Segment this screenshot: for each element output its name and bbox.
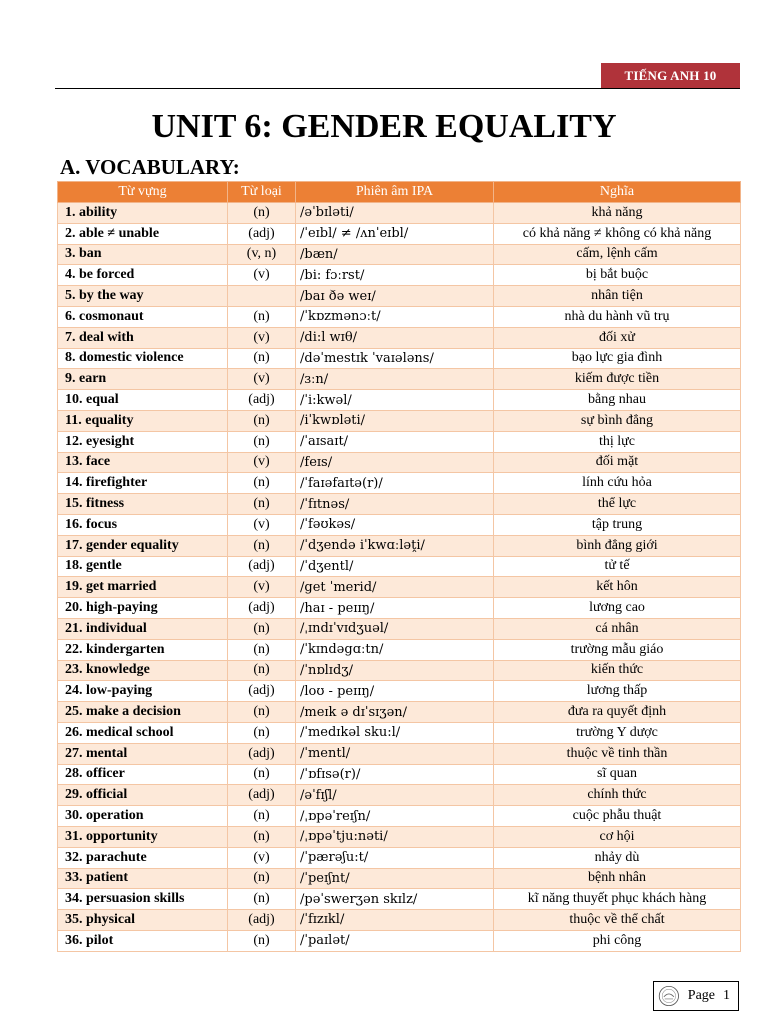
part-of-speech: (adj) <box>228 223 296 244</box>
vocabulary-table <box>57 181 741 952</box>
table-row <box>58 868 741 889</box>
vocab-word: 7. deal with <box>58 327 228 348</box>
ipa-transcription: /əˈbɪləti/ <box>296 203 494 224</box>
ipa-transcription: /ɜːn/ <box>296 369 494 390</box>
table-row <box>58 431 741 452</box>
table-row <box>58 577 741 598</box>
part-of-speech: (n) <box>228 494 296 515</box>
vocab-word: 27. mental <box>58 743 228 764</box>
meaning: cuộc phẫu thuật <box>494 806 741 827</box>
part-of-speech: (n) <box>228 473 296 494</box>
ipa-transcription: /ˈeɪbl/ ≠ /ʌnˈeɪbl/ <box>296 223 494 244</box>
vocab-word: 20. high-paying <box>58 598 228 619</box>
part-of-speech: (adj) <box>228 785 296 806</box>
part-of-speech: (adj) <box>228 598 296 619</box>
part-of-speech: (adj) <box>228 681 296 702</box>
vocab-word: 26. medical school <box>58 722 228 743</box>
table-row <box>58 722 741 743</box>
vocab-word: 6. cosmonaut <box>58 306 228 327</box>
part-of-speech: (v) <box>228 369 296 390</box>
vocab-word: 11. equality <box>58 410 228 431</box>
vocab-word: 4. be forced <box>58 265 228 286</box>
column-header-part-of-speech: Từ loại <box>228 182 296 203</box>
ipa-transcription: /ˌɪndɪˈvɪdʒuəl/ <box>296 618 494 639</box>
meaning: có khả năng ≠ không có khả năng <box>494 223 741 244</box>
meaning: cấm, lệnh cấm <box>494 244 741 265</box>
vocab-word: 33. patient <box>58 868 228 889</box>
ipa-transcription: /bæn/ <box>296 244 494 265</box>
part-of-speech <box>228 286 296 307</box>
column-header-ipa: Phiên âm IPA <box>296 182 494 203</box>
meaning: khả năng <box>494 203 741 224</box>
meaning: tập trung <box>494 514 741 535</box>
meaning: nhân tiện <box>494 286 741 307</box>
vocab-word: 2. able ≠ unable <box>58 223 228 244</box>
vocab-word: 29. official <box>58 785 228 806</box>
part-of-speech: (n) <box>228 660 296 681</box>
meaning: trường Y dược <box>494 722 741 743</box>
ipa-transcription: /feɪs/ <box>296 452 494 473</box>
vocab-word: 10. equal <box>58 390 228 411</box>
part-of-speech: (v, n) <box>228 244 296 265</box>
part-of-speech: (n) <box>228 889 296 910</box>
meaning: nhà du hành vũ trụ <box>494 306 741 327</box>
part-of-speech: (v) <box>228 265 296 286</box>
ipa-transcription: /ˈi:kwəl/ <box>296 390 494 411</box>
part-of-speech: (adj) <box>228 390 296 411</box>
ipa-transcription: /ˈkɒzmənɔːt/ <box>296 306 494 327</box>
meaning: thuộc về tinh thần <box>494 743 741 764</box>
table-row <box>58 556 741 577</box>
table-row <box>58 598 741 619</box>
table-row <box>58 930 741 951</box>
vocab-word: 14. firefighter <box>58 473 228 494</box>
meaning: phi công <box>494 930 741 951</box>
page-number: 1 <box>723 988 730 1003</box>
table-row <box>58 889 741 910</box>
subject-badge: TIẾNG ANH 10 <box>601 63 740 88</box>
table-row <box>58 203 741 224</box>
vocab-word: 12. eyesight <box>58 431 228 452</box>
table-row <box>58 306 741 327</box>
table-row <box>58 452 741 473</box>
table-row <box>58 223 741 244</box>
table-row <box>58 681 741 702</box>
ipa-transcription: /ˈfaɪəfaɪtə(r)/ <box>296 473 494 494</box>
vocab-word: 32. parachute <box>58 847 228 868</box>
table-row <box>58 910 741 931</box>
ipa-transcription: /ˈdʒendə iˈkwɑːləṱi/ <box>296 535 494 556</box>
meaning: bằng nhau <box>494 390 741 411</box>
section-heading: A. VOCABULARY: <box>60 155 240 179</box>
ipa-transcription: /ˈpaɪlət/ <box>296 930 494 951</box>
ipa-transcription: /dəˈmestɪk ˈvaɪələns/ <box>296 348 494 369</box>
table-row <box>58 618 741 639</box>
vocab-word: 19. get married <box>58 577 228 598</box>
part-of-speech: (n) <box>228 306 296 327</box>
table-row <box>58 369 741 390</box>
table-row <box>58 514 741 535</box>
ipa-transcription: /ˈfɪzɪkl/ <box>296 910 494 931</box>
ipa-transcription: /ˈfɪtnəs/ <box>296 494 494 515</box>
table-row <box>58 639 741 660</box>
vocab-word: 36. pilot <box>58 930 228 951</box>
meaning: kết hôn <box>494 577 741 598</box>
vocab-word: 16. focus <box>58 514 228 535</box>
ipa-transcription: /di:l wɪθ/ <box>296 327 494 348</box>
page-footer <box>653 981 739 1011</box>
meaning: kiếm được tiền <box>494 369 741 390</box>
ipa-transcription: /ˌɒpəˈtju:nəti/ <box>296 826 494 847</box>
meaning: sự bình đẳng <box>494 410 741 431</box>
table-row <box>58 265 741 286</box>
table-body <box>58 203 741 952</box>
meaning: chính thức <box>494 785 741 806</box>
part-of-speech: (n) <box>228 764 296 785</box>
meaning: tử tế <box>494 556 741 577</box>
ipa-transcription: /əˈfɪʃl/ <box>296 785 494 806</box>
vocab-word: 34. persuasion skills <box>58 889 228 910</box>
meaning: thuộc về thể chất <box>494 910 741 931</box>
vocab-word: 30. operation <box>58 806 228 827</box>
column-header-meaning: Nghĩa <box>494 182 741 203</box>
meaning: lương thấp <box>494 681 741 702</box>
meaning: thể lực <box>494 494 741 515</box>
table-row <box>58 473 741 494</box>
table-row <box>58 348 741 369</box>
ipa-transcription: /bi: fɔːrst/ <box>296 265 494 286</box>
table-row <box>58 244 741 265</box>
meaning: kiến thức <box>494 660 741 681</box>
table-row <box>58 535 741 556</box>
vocab-word: 5. by the way <box>58 286 228 307</box>
part-of-speech: (n) <box>228 826 296 847</box>
table-row <box>58 764 741 785</box>
part-of-speech: (n) <box>228 431 296 452</box>
ipa-transcription: /meɪk ə dɪˈsɪʒən/ <box>296 702 494 723</box>
meaning: bạo lực gia đình <box>494 348 741 369</box>
table-row <box>58 702 741 723</box>
table-row <box>58 494 741 515</box>
page-label: Page <box>687 988 715 1003</box>
part-of-speech: (n) <box>228 618 296 639</box>
meaning: nhảy dù <box>494 847 741 868</box>
part-of-speech: (n) <box>228 348 296 369</box>
vocab-word: 31. opportunity <box>58 826 228 847</box>
ipa-transcription: /ˈpeɪʃnt/ <box>296 868 494 889</box>
seal-logo-icon <box>658 983 680 1009</box>
table-row <box>58 847 741 868</box>
part-of-speech: (n) <box>228 930 296 951</box>
ipa-transcription: /ˈfəʊkəs/ <box>296 514 494 535</box>
ipa-transcription: /pəˈswerʒən skɪlz/ <box>296 889 494 910</box>
meaning: thị lực <box>494 431 741 452</box>
meaning: cá nhân <box>494 618 741 639</box>
vocab-word: 25. make a decision <box>58 702 228 723</box>
ipa-transcription: /ˌɒpəˈreɪʃn/ <box>296 806 494 827</box>
ipa-transcription: /ˈkɪndəgɑːtn/ <box>296 639 494 660</box>
table-row <box>58 660 741 681</box>
vocab-word: 15. fitness <box>58 494 228 515</box>
table-header-row <box>58 182 741 203</box>
vocab-word: 9. earn <box>58 369 228 390</box>
meaning: bình đẳng giới <box>494 535 741 556</box>
part-of-speech: (n) <box>228 639 296 660</box>
part-of-speech: (n) <box>228 203 296 224</box>
part-of-speech: (n) <box>228 535 296 556</box>
meaning: sĩ quan <box>494 764 741 785</box>
part-of-speech: (v) <box>228 514 296 535</box>
vocab-word: 17. gender equality <box>58 535 228 556</box>
part-of-speech: (n) <box>228 806 296 827</box>
header-rule <box>55 88 740 89</box>
part-of-speech: (n) <box>228 702 296 723</box>
part-of-speech: (n) <box>228 410 296 431</box>
vocab-word: 24. low-paying <box>58 681 228 702</box>
meaning: lính cứu hỏa <box>494 473 741 494</box>
part-of-speech: (v) <box>228 327 296 348</box>
ipa-transcription: /loʊ - peɪɪŋ/ <box>296 681 494 702</box>
vocab-word: 21. individual <box>58 618 228 639</box>
ipa-transcription: /get ˈmerid/ <box>296 577 494 598</box>
meaning: đưa ra quyết định <box>494 702 741 723</box>
part-of-speech: (v) <box>228 577 296 598</box>
vocab-word: 22. kindergarten <box>58 639 228 660</box>
table-row <box>58 390 741 411</box>
ipa-transcription: /ˈpærəʃu:t/ <box>296 847 494 868</box>
meaning: lương cao <box>494 598 741 619</box>
ipa-transcription: /baɪ ðə weɪ/ <box>296 286 494 307</box>
part-of-speech: (v) <box>228 452 296 473</box>
table-row <box>58 286 741 307</box>
part-of-speech: (adj) <box>228 743 296 764</box>
meaning: kĩ năng thuyết phục khách hàng <box>494 889 741 910</box>
ipa-transcription: /ˈnɒlɪdʒ/ <box>296 660 494 681</box>
vocab-word: 3. ban <box>58 244 228 265</box>
meaning: trường mẫu giáo <box>494 639 741 660</box>
meaning: bệnh nhân <box>494 868 741 889</box>
ipa-transcription: /iˈkwɒləti/ <box>296 410 494 431</box>
table-row <box>58 785 741 806</box>
part-of-speech: (n) <box>228 868 296 889</box>
table-row <box>58 826 741 847</box>
page-title: UNIT 6: GENDER EQUALITY <box>151 108 617 145</box>
table-row <box>58 410 741 431</box>
meaning: bị bắt buộc <box>494 265 741 286</box>
ipa-transcription: /ˈaɪsaɪt/ <box>296 431 494 452</box>
part-of-speech: (n) <box>228 722 296 743</box>
meaning: đối xử <box>494 327 741 348</box>
table-row <box>58 327 741 348</box>
table-row <box>58 743 741 764</box>
vocab-word: 35. physical <box>58 910 228 931</box>
vocab-word: 28. officer <box>58 764 228 785</box>
table-row <box>58 806 741 827</box>
column-header-word: Từ vựng <box>58 182 228 203</box>
vocab-word: 18. gentle <box>58 556 228 577</box>
part-of-speech: (adj) <box>228 556 296 577</box>
ipa-transcription: /ˈɒfɪsə(r)/ <box>296 764 494 785</box>
ipa-transcription: /ˈdʒentl/ <box>296 556 494 577</box>
meaning: cơ hội <box>494 826 741 847</box>
meaning: đối mặt <box>494 452 741 473</box>
vocab-word: 23. knowledge <box>58 660 228 681</box>
ipa-transcription: /ˈmedɪkəl sku:l/ <box>296 722 494 743</box>
part-of-speech: (v) <box>228 847 296 868</box>
vocab-word: 1. ability <box>58 203 228 224</box>
ipa-transcription: /ˈmentl/ <box>296 743 494 764</box>
part-of-speech: (adj) <box>228 910 296 931</box>
vocab-word: 8. domestic violence <box>58 348 228 369</box>
vocab-word: 13. face <box>58 452 228 473</box>
ipa-transcription: /haɪ - peɪɪŋ/ <box>296 598 494 619</box>
